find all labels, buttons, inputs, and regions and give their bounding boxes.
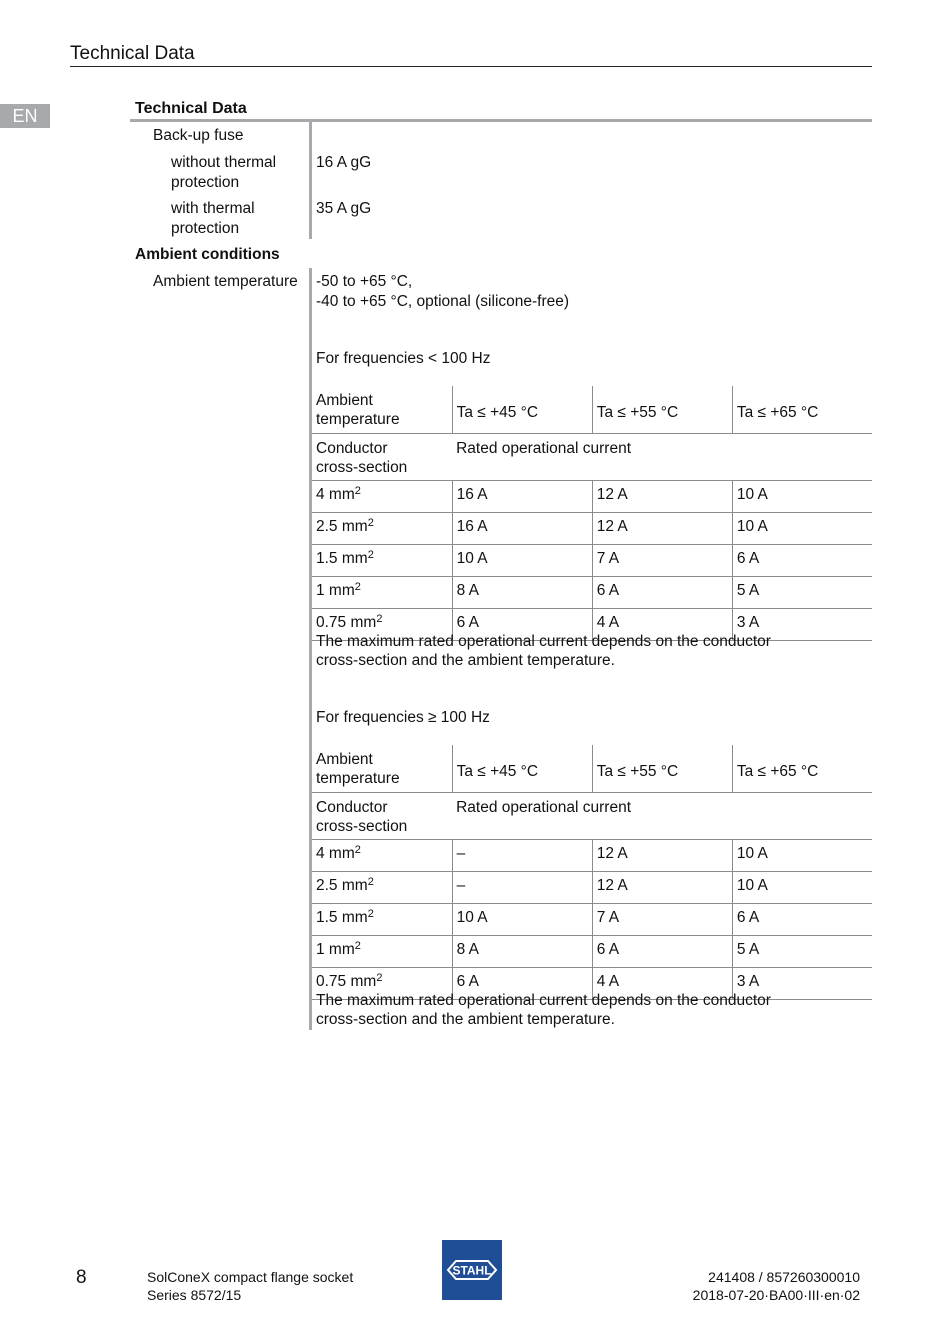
table-cell: 6 A	[592, 936, 732, 968]
table-header-cell: Ta ≤ +55 °C	[592, 745, 732, 793]
table-cell: 1 $mm^2$	[312, 936, 452, 968]
section-rule	[130, 119, 872, 122]
table-header-cell: Conductor cross-section	[312, 434, 452, 481]
table-cell: 7 A	[592, 545, 732, 577]
table-header-cell: Conductor cross-section	[312, 793, 452, 840]
table-row	[312, 840, 872, 872]
table-cell: 4 A	[592, 609, 732, 641]
table-cell: 8 A	[452, 577, 592, 609]
table-cell: 6 A	[452, 968, 592, 1000]
footer-product-line-2: Series 8572/15	[147, 1287, 242, 1303]
table-cell: 1.5 $mm^2$	[312, 904, 452, 936]
table-header-row	[312, 745, 872, 793]
table-row	[312, 577, 872, 609]
footer-document-number: 241408 / 857260300010	[708, 1269, 860, 1285]
table-row	[312, 872, 872, 904]
table-note-line-2: cross-section and the ambient temperature.	[316, 1011, 615, 1028]
table-row	[312, 513, 872, 545]
table-row	[312, 481, 872, 513]
current-table-low-frequency	[312, 386, 872, 641]
table-cell: 1 $mm^2$	[312, 577, 452, 609]
ambient-temperature-value-1: -50 to +65 °C,	[316, 273, 413, 290]
stahl-logo-icon	[442, 1240, 502, 1300]
table-cell: 6 A	[592, 577, 732, 609]
table-header-cell: Ta ≤ +45 °C	[452, 745, 592, 793]
ambient-temperature-value-2: -40 to +65 °C, optional (silicone-free)	[316, 293, 570, 310]
table-header-cell: Ambient temperature	[312, 386, 452, 434]
table-cell: 10 A	[732, 513, 872, 545]
table-cell: 6 A	[452, 609, 592, 641]
table-heading: For frequencies ≥ 100 Hz	[316, 709, 490, 726]
table-cell: 10 A	[732, 481, 872, 513]
without-thermal-value: 16 A gG	[316, 154, 372, 171]
table-heading: For frequencies < 100 Hz	[316, 350, 491, 367]
table-header-cell: Ta ≤ +55 °C	[592, 386, 732, 434]
table-cell: 16 A	[452, 513, 592, 545]
language-tab: EN	[0, 104, 50, 128]
table-row	[312, 545, 872, 577]
table-header-row	[312, 386, 872, 434]
title-rule	[70, 66, 872, 67]
with-thermal-label-2: protection	[171, 220, 240, 237]
ambient-conditions-heading: Ambient conditions	[135, 246, 280, 263]
stahl-logo	[442, 1240, 502, 1300]
footer-document-revision: 2018-07-20·BA00·III·en·02	[692, 1287, 860, 1303]
current-table-high-frequency	[312, 745, 872, 1000]
table-cell: –	[452, 840, 592, 872]
table-cell: 12 A	[592, 481, 732, 513]
table-cell: 4 $mm^2$	[312, 840, 452, 872]
table-cell: 12 A	[592, 872, 732, 904]
table-cell: 4 A	[592, 968, 732, 1000]
table-header-cell: Rated operational current	[452, 793, 872, 840]
table-cell: 12 A	[592, 513, 732, 545]
table-header-cell: Ta ≤ +65 °C	[732, 745, 872, 793]
footer-product	[147, 1268, 353, 1304]
ambient-temperature-label: Ambient temperature	[153, 273, 298, 290]
with-thermal-label-1: with thermal	[171, 200, 255, 217]
table-note-line-2: cross-section and the ambient temperature.	[316, 652, 615, 669]
table-cell: –	[452, 872, 592, 904]
table-cell: 10 A	[732, 872, 872, 904]
table-header-cell: Rated operational current	[452, 434, 872, 481]
table-cell: 5 A	[732, 936, 872, 968]
with-thermal-value: 35 A gG	[316, 200, 372, 217]
table-cell: 2.5 $mm^2$	[312, 513, 452, 545]
table-note-line-1: The maximum rated operational current depends on the conductor	[316, 633, 771, 650]
section-title: Technical Data	[135, 100, 247, 117]
table-row	[312, 904, 872, 936]
table-cell: 10 A	[452, 545, 592, 577]
table-header-cell: Ta ≤ +65 °C	[732, 386, 872, 434]
table-header-cell: Ambient temperature	[312, 745, 452, 793]
table-cell: 3 A	[732, 609, 872, 641]
table-cell: 6 A	[732, 545, 872, 577]
table-cell: 8 A	[452, 936, 592, 968]
table-row	[312, 936, 872, 968]
table-cell: 3 A	[732, 968, 872, 1000]
table-cell: 16 A	[452, 481, 592, 513]
table-cell: 1.5 $mm^2$	[312, 545, 452, 577]
page-number: 8	[76, 1267, 87, 1288]
table-cell: 12 A	[592, 840, 732, 872]
footer-product-line-1: SolConeX compact flange socket	[147, 1269, 354, 1285]
footer-document-info	[693, 1268, 860, 1304]
table-header-cell: Ta ≤ +45 °C	[452, 386, 592, 434]
table-cell: 0.75 $mm^2$	[312, 609, 452, 641]
table-cell: 7 A	[592, 904, 732, 936]
table-cell: 2.5 $mm^2$	[312, 872, 452, 904]
logo-wordmark: STAHL	[452, 1263, 492, 1278]
table-subheader-row	[312, 793, 872, 840]
table-cell: 5 A	[732, 577, 872, 609]
table-cell: 6 A	[732, 904, 872, 936]
backup-fuse-label: Back-up fuse	[153, 127, 244, 144]
table-subheader-row	[312, 434, 872, 481]
value-column-bar	[309, 122, 312, 239]
table-note-line-1: The maximum rated operational current depends on the conductor	[316, 992, 771, 1009]
page-title: Technical Data	[70, 43, 195, 64]
without-thermal-label-2: protection	[171, 174, 240, 191]
table-cell: 4 $mm^2$	[312, 481, 452, 513]
without-thermal-label-1: without thermal	[171, 154, 277, 171]
table-cell: 10 A	[732, 840, 872, 872]
table-cell: 10 A	[452, 904, 592, 936]
table-cell: 0.75 $mm^2$	[312, 968, 452, 1000]
